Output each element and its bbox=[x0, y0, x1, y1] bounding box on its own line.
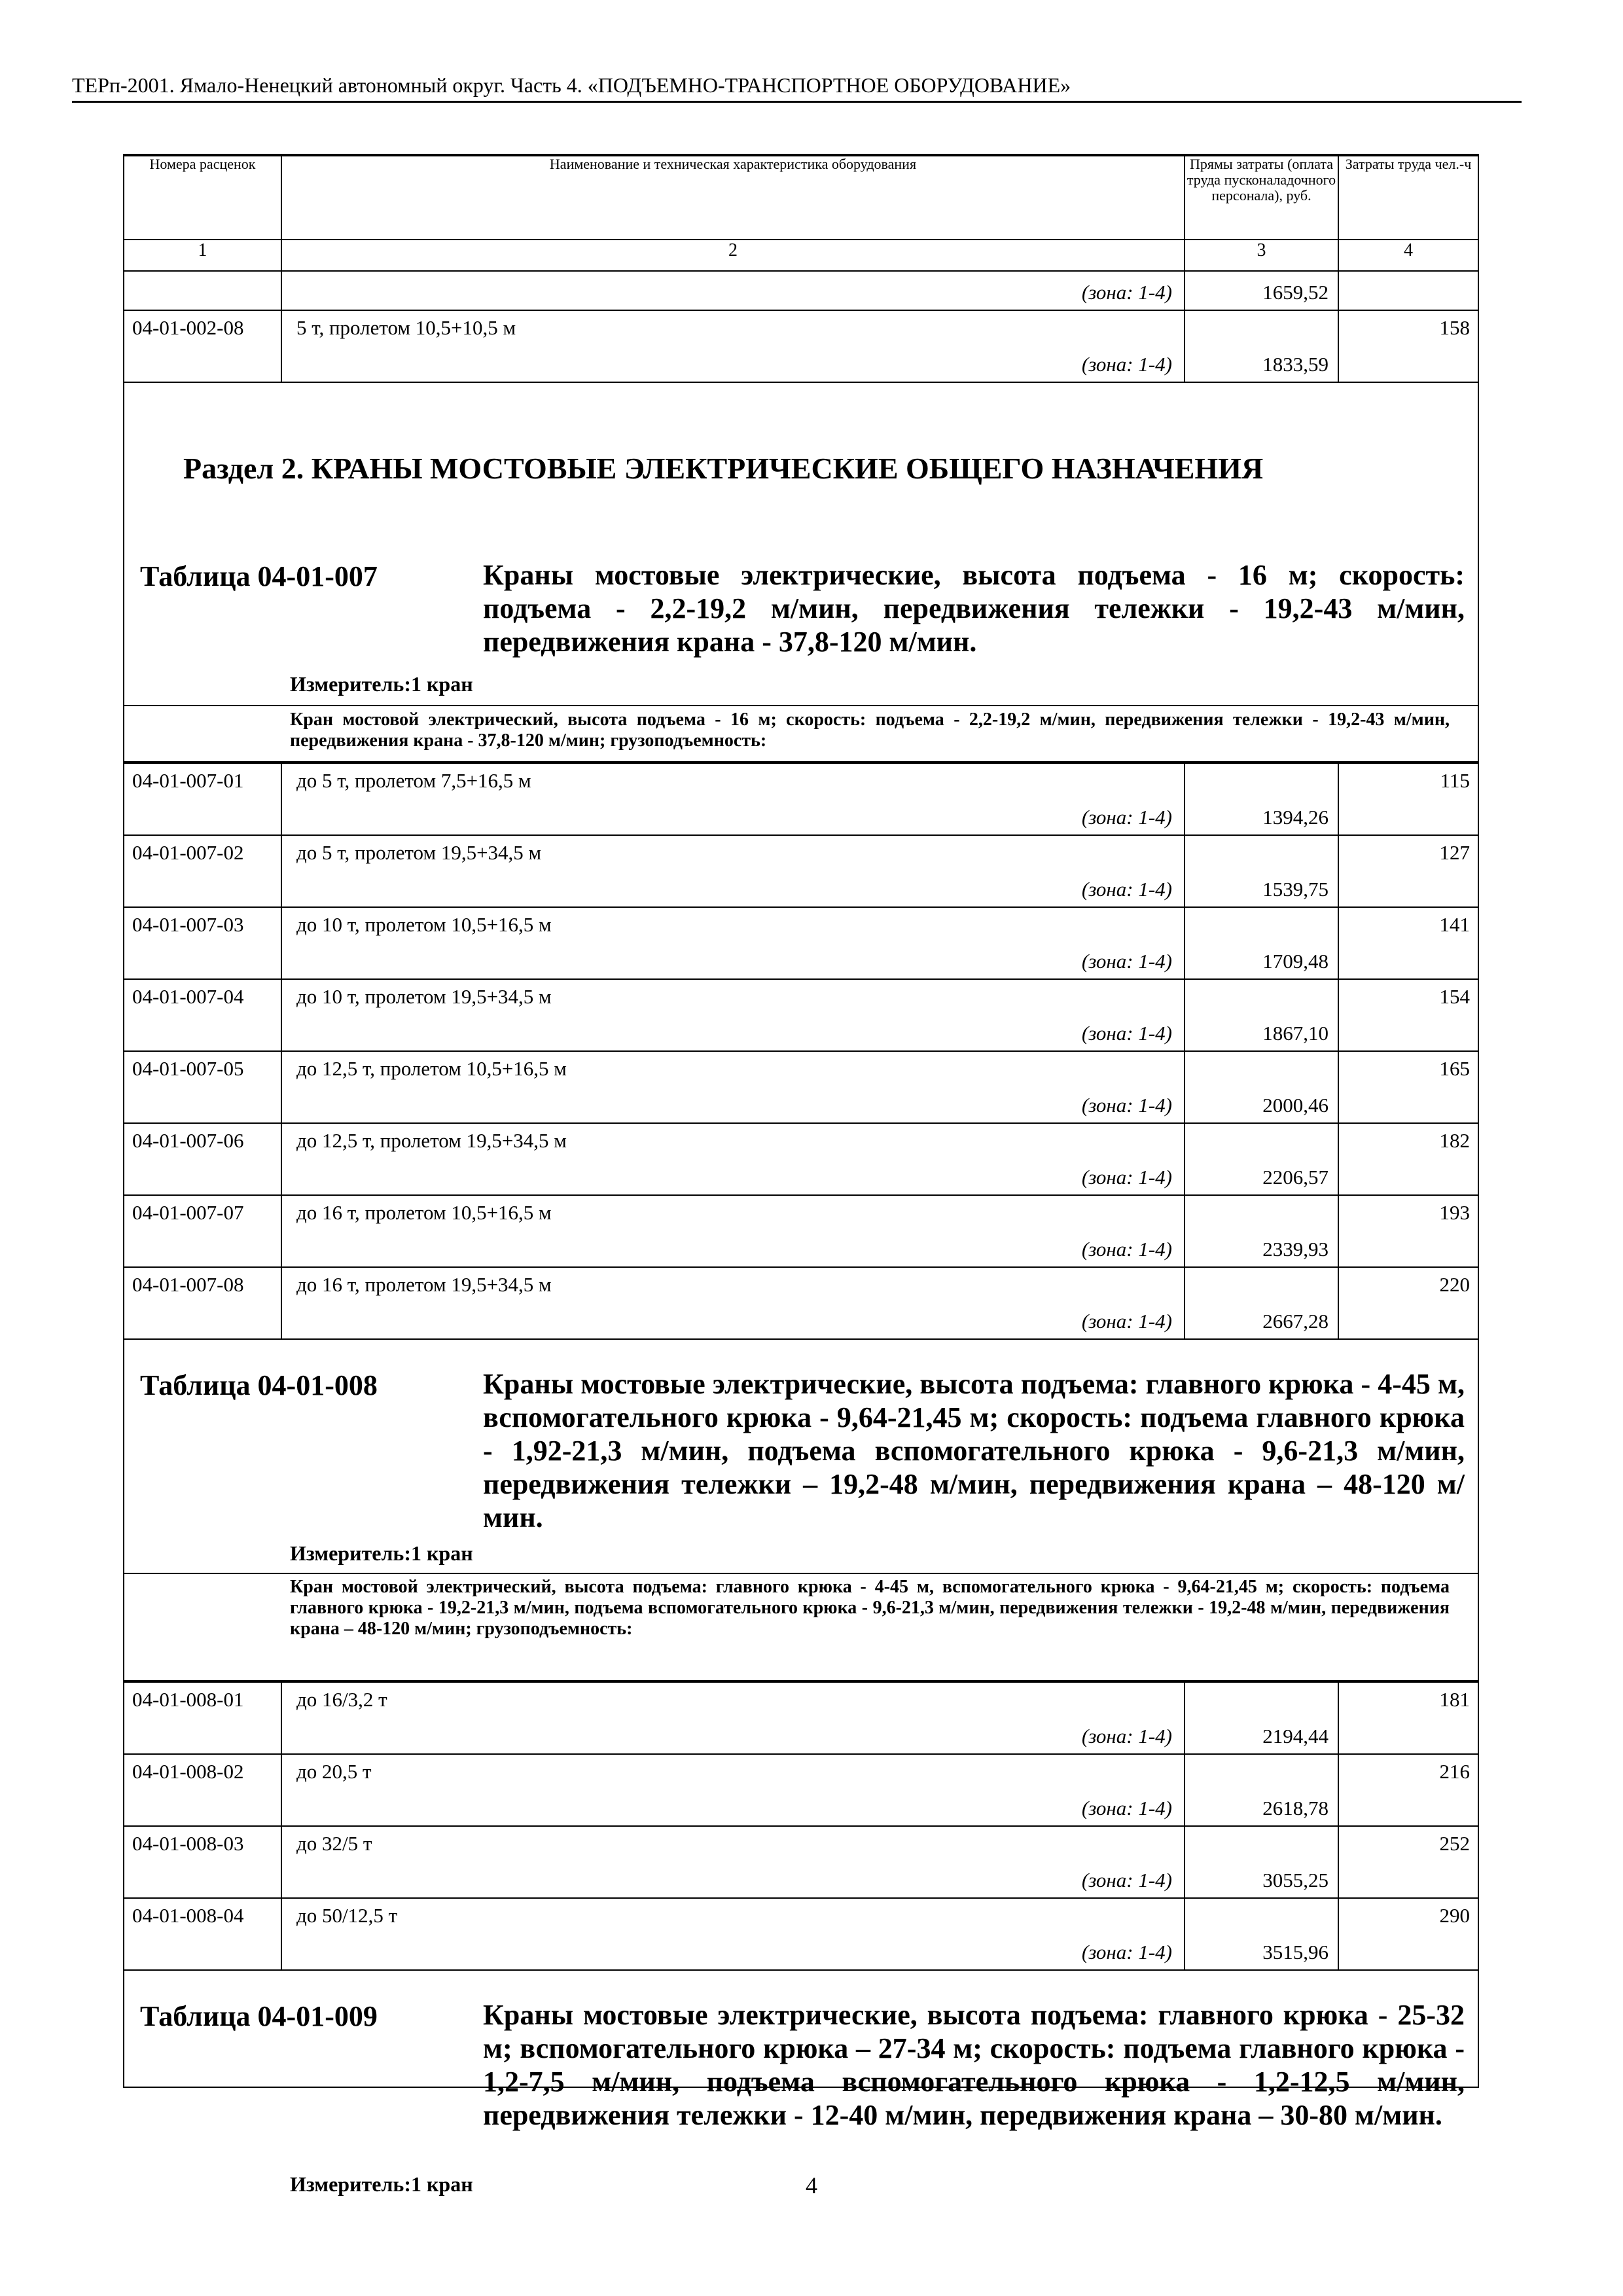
table-row bbox=[124, 835, 1478, 907]
table-row bbox=[124, 763, 1478, 835]
labor-value: 181 bbox=[1439, 1688, 1470, 1711]
price-value: 1867,10 bbox=[1262, 1022, 1329, 1045]
col-header-labor: Затраты труда чел.-ч bbox=[1338, 156, 1478, 240]
table-row bbox=[124, 1826, 1478, 1898]
price-value: 2667,28 bbox=[1262, 1310, 1329, 1333]
table-label: Таблица 04-01-007 bbox=[140, 560, 378, 592]
price-value: 2618,78 bbox=[1262, 1797, 1329, 1820]
rate-code: 04-01-008-03 bbox=[124, 1826, 281, 1898]
col-number: 4 bbox=[1338, 240, 1478, 271]
labor-value: 252 bbox=[1439, 1832, 1470, 1855]
price-value: 3515,96 bbox=[1262, 1941, 1329, 1964]
table-row bbox=[124, 1267, 1478, 1339]
col-number: 2 bbox=[281, 240, 1185, 271]
rate-code: 04-01-007-04 bbox=[124, 979, 281, 1051]
item-name: до 10 т, пролетом 10,5+16,5 м bbox=[296, 913, 552, 936]
table-row bbox=[124, 271, 1478, 310]
item-name: до 50/12,5 т bbox=[296, 1904, 398, 1927]
item-name: до 20,5 т bbox=[296, 1760, 372, 1783]
price-value: 2194,44 bbox=[1262, 1725, 1329, 1748]
rate-code: 04-01-002-08 bbox=[124, 310, 281, 382]
rate-code: 04-01-008-04 bbox=[124, 1898, 281, 1970]
table-intro bbox=[124, 706, 1478, 762]
item-name: до 12,5 т, пролетом 19,5+34,5 м bbox=[296, 1129, 567, 1152]
price-value: 1833,59 bbox=[1262, 353, 1329, 376]
col-header-codes: Номера расценок bbox=[124, 156, 281, 240]
item-name: 5 т, пролетом 10,5+10,5 м bbox=[296, 316, 516, 339]
column-header-row bbox=[124, 156, 1478, 240]
item-name: до 32/5 т bbox=[296, 1832, 372, 1855]
labor-value: 127 bbox=[1439, 841, 1470, 864]
table-title: Краны мостовые электрические, высота подъема: главного крюка - 25-32 м; вспомогательного крюка – 27-34 м; скорость: подъема главного крюка - 1,2-7,5 м/мин, подъема вспомогательного крюка - 1,2-12,5 м/мин, передвижения тележки - 12-40 м/мин, передвижения крана – 30-80 м/мин. bbox=[483, 1999, 1465, 2131]
zone-label: (зона: 1-4) bbox=[1081, 1166, 1172, 1189]
rates-table-top bbox=[124, 155, 1478, 383]
table-row bbox=[124, 1754, 1478, 1826]
price-value: 1659,52 bbox=[1262, 281, 1329, 304]
price-value: 1539,75 bbox=[1262, 878, 1329, 901]
col-number: 3 bbox=[1185, 240, 1338, 271]
zone-label: (зона: 1-4) bbox=[1081, 1022, 1172, 1045]
item-name: до 16 т, пролетом 10,5+16,5 м bbox=[296, 1201, 552, 1224]
rate-code: 04-01-008-02 bbox=[124, 1754, 281, 1826]
table-008-heading bbox=[124, 1340, 1478, 1574]
col-header-name: Наименование и техническая характеристика оборудования bbox=[281, 156, 1185, 240]
rate-code: 04-01-007-01 bbox=[124, 763, 281, 835]
zone-label: (зона: 1-4) bbox=[1081, 950, 1172, 973]
measure-unit: Измеритель:1 кран bbox=[290, 672, 473, 696]
labor-value: 216 bbox=[1439, 1760, 1470, 1783]
price-value: 3055,25 bbox=[1262, 1869, 1329, 1892]
table-row bbox=[124, 310, 1478, 382]
zone-label: (зона: 1-4) bbox=[1081, 1238, 1172, 1261]
col-header-price: Прямы затраты (оплата труда пусконаладочного персонала), руб. bbox=[1185, 156, 1338, 240]
price-value: 2000,46 bbox=[1262, 1094, 1329, 1117]
labor-value: 193 bbox=[1439, 1201, 1470, 1224]
item-name: до 10 т, пролетом 19,5+34,5 м bbox=[296, 985, 552, 1008]
labor-value: 141 bbox=[1439, 913, 1470, 936]
item-name: до 16 т, пролетом 19,5+34,5 м bbox=[296, 1273, 552, 1296]
zone-label: (зона: 1-4) bbox=[1081, 1797, 1172, 1820]
zone-label: (зона: 1-4) bbox=[1081, 1310, 1172, 1333]
rates-table-008 bbox=[124, 1681, 1478, 1971]
rate-code: 04-01-007-08 bbox=[124, 1267, 281, 1339]
labor-value: 290 bbox=[1439, 1904, 1470, 1927]
item-name: до 16/3,2 т bbox=[296, 1688, 387, 1711]
section-and-table-007-heading bbox=[124, 383, 1478, 706]
intro-text: Кран мостовой электрический, высота подъема: главного крюка - 4-45 м, вспомогательного крюка - 9,64-21,45 м; скорость: подъема главного крюка - 19,2-21,3 м/мин, подъема вспомогательного крюка - 9,6-21,3 м/мин, передвижения тележки - 19,2-48 м/мин, передвижения крана – 48-120 м/мин; грузоподъемность: bbox=[290, 1577, 1450, 1639]
labor-value: 182 bbox=[1439, 1129, 1470, 1152]
table-label: Таблица 04-01-009 bbox=[140, 2000, 378, 2032]
page-number: 4 bbox=[806, 2172, 817, 2198]
labor-value: 220 bbox=[1439, 1273, 1470, 1296]
rate-code: 04-01-007-07 bbox=[124, 1195, 281, 1267]
running-header: ТЕРп-2001. Ямало-Ненецкий автономный округ. Часть 4. «ПОДЪЕМНО-ТРАНСПОРТНОЕ ОБОРУДОВАНИЕ» bbox=[72, 72, 1522, 103]
table-row bbox=[124, 1195, 1478, 1267]
price-value: 2206,57 bbox=[1262, 1166, 1329, 1189]
column-number-row bbox=[124, 240, 1478, 271]
rate-code: 04-01-007-06 bbox=[124, 1123, 281, 1195]
measure-unit: Измеритель:1 кран bbox=[290, 1541, 473, 1565]
price-value: 1709,48 bbox=[1262, 950, 1329, 973]
table-row bbox=[124, 1051, 1478, 1123]
labor-value: 115 bbox=[1440, 769, 1470, 792]
zone-label: (зона: 1-4) bbox=[1081, 1941, 1172, 1964]
rate-code: 04-01-007-02 bbox=[124, 835, 281, 907]
zone-label: (зона: 1-4) bbox=[1081, 1725, 1172, 1748]
table-title: Краны мостовые электрические, высота подъема - 16 м; скорость: подъема - 2,2-19,2 м/мин, передвижения тележки - 19,2-43 м/мин, передвижения крана - 37,8-120 м/мин. bbox=[483, 559, 1465, 658]
table-row bbox=[124, 1682, 1478, 1754]
measure-unit: Измеритель:1 кран bbox=[290, 2172, 473, 2196]
zone-label: (зона: 1-4) bbox=[1081, 878, 1172, 901]
zone-label: (зона: 1-4) bbox=[1081, 806, 1172, 829]
rate-code: 04-01-007-05 bbox=[124, 1051, 281, 1123]
table-row bbox=[124, 1123, 1478, 1195]
labor-value: 165 bbox=[1439, 1057, 1470, 1080]
item-name: до 12,5 т, пролетом 10,5+16,5 м bbox=[296, 1057, 567, 1080]
col-number: 1 bbox=[124, 240, 281, 271]
table-label: Таблица 04-01-008 bbox=[140, 1369, 378, 1401]
zone-label: (зона: 1-4) bbox=[1081, 353, 1172, 376]
section-title: Раздел 2. КРАНЫ МОСТОВЫЕ ЭЛЕКТРИЧЕСКИЕ ОБЩЕГО НАЗНАЧЕНИЯ bbox=[183, 452, 1264, 485]
intro-text: Кран мостовой электрический, высота подъема - 16 м; скорость: подъема - 2,2-19,2 м/мин, передвижения тележки - 19,2-43 м/мин, передвижения крана - 37,8-120 м/мин; грузоподъемность: bbox=[290, 709, 1450, 751]
labor-value: 154 bbox=[1439, 985, 1470, 1008]
item-name: до 5 т, пролетом 19,5+34,5 м bbox=[296, 841, 542, 864]
zone-label: (зона: 1-4) bbox=[1081, 1869, 1172, 1892]
rate-code: 04-01-007-03 bbox=[124, 907, 281, 979]
rate-code: 04-01-008-01 bbox=[124, 1682, 281, 1754]
table-title: Краны мостовые электрические, высота подъема: главного крюка - 4-45 м, вспомогательного крюка - 9,64-21,45 м; скорость: подъема главного крюка - 1,92-21,3 м/мин, подъема вспомогательного крюка - 9,6-21,3 м/мин, передвижения тележки – 19,2-48 м/мин, передвижения крана – 48-120 м/мин. bbox=[483, 1368, 1465, 1534]
table-row bbox=[124, 979, 1478, 1051]
zone-label: (зона: 1-4) bbox=[1081, 281, 1172, 304]
table-intro bbox=[124, 1574, 1478, 1681]
zone-label: (зона: 1-4) bbox=[1081, 1094, 1172, 1117]
price-value: 1394,26 bbox=[1262, 806, 1329, 829]
rates-table-007 bbox=[124, 762, 1478, 1340]
price-value: 2339,93 bbox=[1262, 1238, 1329, 1261]
table-row bbox=[124, 907, 1478, 979]
document-frame bbox=[123, 154, 1479, 2196]
labor-value: 158 bbox=[1439, 316, 1470, 339]
table-row bbox=[124, 1898, 1478, 1970]
item-name: до 5 т, пролетом 7,5+16,5 м bbox=[296, 769, 531, 792]
